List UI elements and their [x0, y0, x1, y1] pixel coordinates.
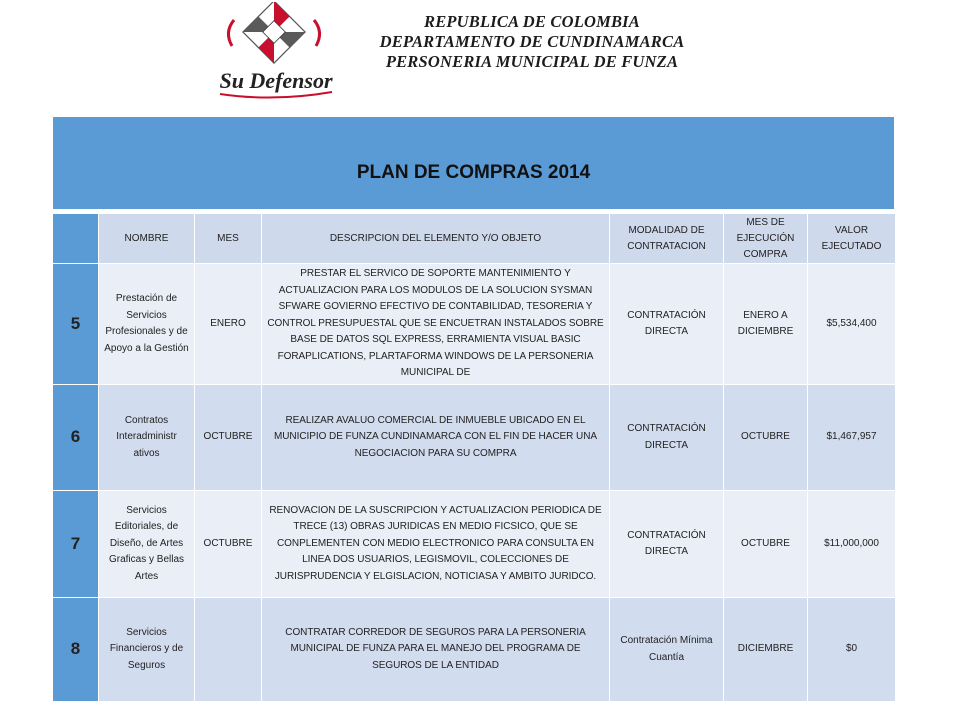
row-valor: $1,467,957 — [808, 385, 896, 491]
row-descripcion: RENOVACION DE LA SUSCRIPCION Y ACTUALIZACION PERIODICA DE TRECE (13) OBRAS JURIDICAS EN MEDIO FICSICO, QUE SE CONPLEMENTEN CON MEDIO ELECTRONICO PARA CONSULTA EN LINEA DOS USUARIOS, LEGISMOVIL, COLECCIONES DE JURISPRUDENCIA Y ELGISLACION, NOTICIASA Y AMBITO JURIDCO. — [262, 491, 610, 598]
row-mes — [195, 598, 262, 702]
row-mes-ejecucion: DICIEMBRE — [724, 598, 808, 702]
header-descripcion: DESCRIPCION DEL ELEMENTO Y/O OBJETO — [262, 214, 610, 264]
header-nombre: NOMBRE — [99, 214, 195, 264]
table-row — [53, 491, 896, 598]
row-modalidad: CONTRATACIÓN DIRECTA — [610, 264, 724, 385]
row-descripcion: PRESTAR EL SERVICO DE SOPORTE MANTENIMIENTO Y ACTUALIZACION PARA LOS MODULOS DE LA SOLUCION SYSMAN SFWARE GOVIERNO EFECTIVO DE CONTABILIDAD, TESORERIA Y CONTROL PRESUPUESTAL QUE SE ENCUETRAN INSTALADOS SOBRE BASE DE DATOS SQL EXPRESS, ERRAMIENTA VISUAL BASIC FORAPLICATIONS, PLARTAFORMA WINDOWS DE LA PERSONERIA MUNICIPAL DE — [262, 264, 610, 385]
heading-line-office: PERSONERIA MUNICIPAL DE FUNZA — [385, 52, 679, 71]
row-nombre: Servicios Financieros y de Seguros — [99, 598, 195, 702]
heading-line-country: REPUBLICA DE COLOMBIA — [423, 12, 640, 31]
document-header — [0, 0, 960, 114]
header-modalidad: MODALIDAD DE CONTRATACION — [610, 214, 724, 264]
row-nombre: Contratos Interadministr ativos — [99, 385, 195, 491]
row-mes: ENERO — [195, 264, 262, 385]
row-mes: OCTUBRE — [195, 491, 262, 598]
table-row — [53, 385, 896, 491]
header-mes: MES — [195, 214, 262, 264]
row-valor: $5,534,400 — [808, 264, 896, 385]
row-number: 7 — [53, 491, 99, 598]
row-mes-ejecucion: OCTUBRE — [724, 491, 808, 598]
header-valor: VALOR EJECUTADO — [808, 214, 896, 264]
title-banner — [52, 116, 895, 210]
row-mes: OCTUBRE — [195, 385, 262, 491]
row-valor: $11,000,000 — [808, 491, 896, 598]
header-num-cell — [53, 214, 99, 264]
page-title: PLAN DE COMPRAS 2014 — [356, 162, 591, 183]
row-descripcion: REALIZAR AVALUO COMERCIAL DE INMUEBLE UBICADO EN EL MUNICIPIO DE FUNZA CUNDINAMARCA CON EL FIN DE HACER UNA NEGOCIACION PARA SU COMPRA — [262, 385, 610, 491]
header-mes-ejecucion: MES DE EJECUCIÓN COMPRA — [724, 214, 808, 264]
table-header-row — [53, 214, 896, 264]
table-row — [53, 598, 896, 702]
row-nombre: Prestación de Servicios Profesionales y de Apoyo a la Gestión — [99, 264, 195, 385]
row-modalidad: CONTRATACIÓN DIRECTA — [610, 385, 724, 491]
row-mes-ejecucion: ENERO A DICIEMBRE — [724, 264, 808, 385]
purchase-plan-table — [52, 213, 896, 702]
logo-script-text: Su Defensor — [219, 68, 333, 93]
heading-line-department: DEPARTAMENTO DE CUNDINAMARCA — [379, 32, 685, 51]
row-number: 5 — [53, 264, 99, 385]
personeria-logo — [214, 2, 340, 106]
row-number: 6 — [53, 385, 99, 491]
row-modalidad: Contratación Mínima Cuantía — [610, 598, 724, 702]
row-nombre: Servicios Editoriales, de Diseño, de Artes Graficas y Bellas Artes — [99, 491, 195, 598]
row-descripcion: CONTRATAR CORREDOR DE SEGUROS PARA LA PERSONERIA MUNICIPAL DE FUNZA PARA EL MANEJO DEL PROGRAMA DE SEGUROS DE LA ENTIDAD — [262, 598, 610, 702]
row-modalidad: CONTRATACIÓN DIRECTA — [610, 491, 724, 598]
row-valor: $0 — [808, 598, 896, 702]
row-mes-ejecucion: OCTUBRE — [724, 385, 808, 491]
institution-heading — [352, 12, 712, 72]
table-row — [53, 264, 896, 385]
row-number: 8 — [53, 598, 99, 702]
